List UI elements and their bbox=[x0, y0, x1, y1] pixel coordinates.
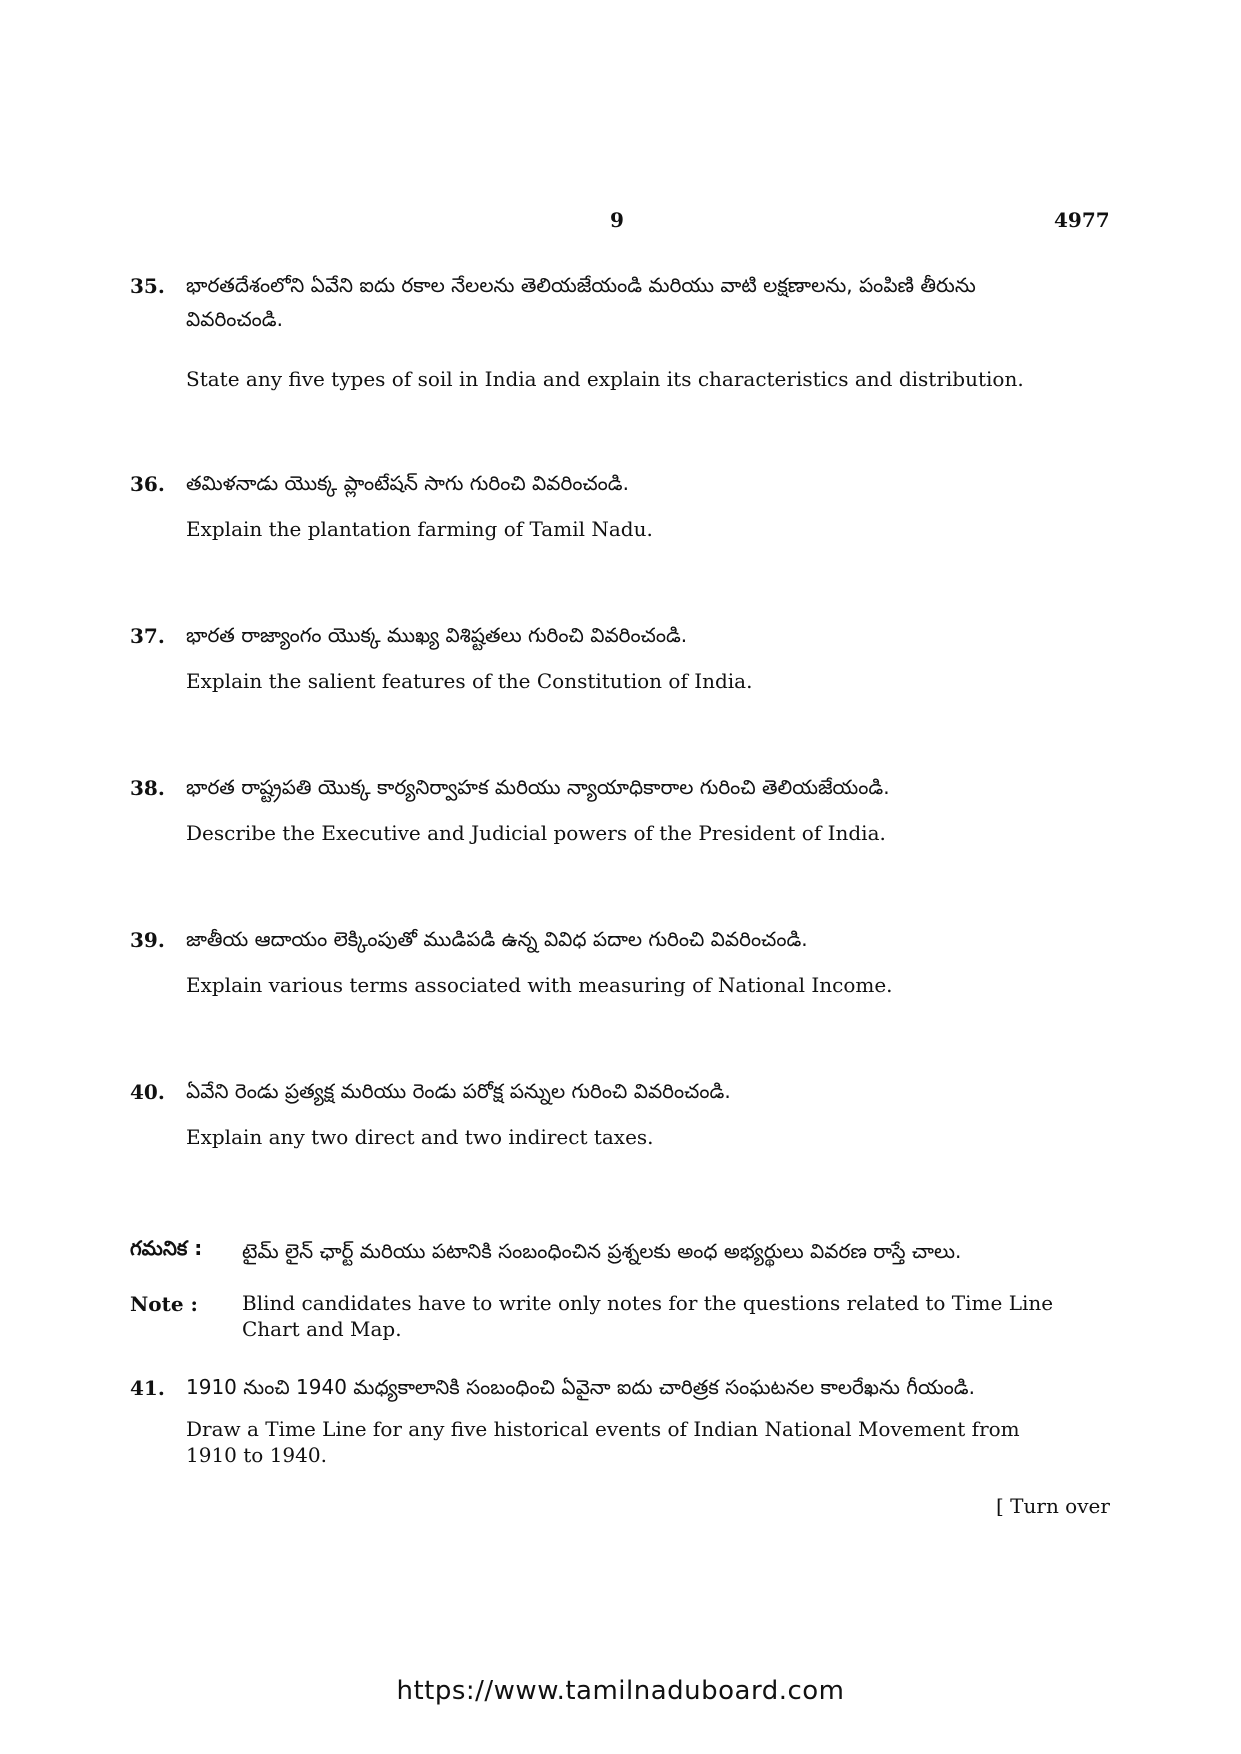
question-telugu: భారత రాష్ట్రపతి యొక్క కార్యనిర్వాహక మరియు న్యాయాధికారాల గురించి తెలియజేయండి. bbox=[186, 775, 890, 799]
note-english-label: Note : bbox=[130, 1292, 198, 1316]
page-number: 9 bbox=[610, 208, 624, 232]
question-telugu: ఏవేని రెండు ప్రత్యక్ష మరియు రెండు పరోక్ష పన్నుల గురించి వివరించండి. bbox=[186, 1079, 731, 1103]
question-english: Draw a Time Line for any five historical events of Indian National Movement from 1910 to 1940. bbox=[186, 1417, 1020, 1467]
question-english: Describe the Executive and Judicial powers of the President of India. bbox=[186, 821, 886, 845]
question-number: 38. bbox=[130, 776, 165, 800]
question-english: Explain various terms associated with measuring of National Income. bbox=[186, 973, 893, 997]
question-telugu: భారత రాజ్యాంగం యొక్క ముఖ్య విశిష్టతలు గురించి వివరించండి. bbox=[186, 623, 688, 647]
question-number: 35. bbox=[130, 274, 165, 298]
question-english: Explain any two direct and two indirect taxes. bbox=[186, 1125, 654, 1149]
paper-code: 4977 bbox=[1054, 208, 1110, 232]
question-number: 39. bbox=[130, 928, 165, 952]
question-telugu: భారతదేశంలోని ఏవేని ఐదు రకాల నేలలను తెలియజేయండి మరియు వాటి లక్షణాలను, పంపిణి తీరును వివరించండి. bbox=[186, 273, 976, 331]
question-english: Explain the salient features of the Constitution of India. bbox=[186, 669, 753, 693]
question-number: 37. bbox=[130, 624, 165, 648]
turn-over-label: [ Turn over bbox=[996, 1494, 1110, 1518]
note-english-text: Blind candidates have to write only notes for the questions related to Time Line Chart and Map. bbox=[242, 1291, 1054, 1341]
question-english: State any five types of soil in India and explain its characteristics and distribution. bbox=[186, 367, 1024, 391]
question-english: Explain the plantation farming of Tamil Nadu. bbox=[186, 517, 653, 541]
question-telugu: తమిళనాడు యొక్క ప్లాంటేషన్ సాగు గురించి వివరించండి. bbox=[186, 471, 629, 495]
question-number: 41. bbox=[130, 1376, 165, 1400]
question-number: 40. bbox=[130, 1080, 165, 1104]
note-telugu-label: గమనిక : bbox=[130, 1236, 203, 1260]
note-telugu-text: టైమ్ లైన్ ఛార్ట్ మరియు పటానికి సంబంధించిన ప్రశ్నలకు అంధ అభ్యర్థులు వివరణ రాస్తే చాలు. bbox=[242, 1239, 962, 1263]
question-telugu: 1910 నుంచి 1940 మధ్యకాలానికి సంబంధించి ఏవైనా ఐదు చారిత్రక సంఘటనల కాలరేఖను గీయండి. bbox=[186, 1375, 975, 1399]
source-url[interactable]: https://www.tamilnaduboard.com bbox=[396, 1676, 845, 1706]
question-telugu: జాతీయ ఆదాయం లెక్కింపుతో ముడిపడి ఉన్న వివిధ పదాల గురించి వివరించండి. bbox=[186, 927, 808, 951]
question-number: 36. bbox=[130, 472, 165, 496]
